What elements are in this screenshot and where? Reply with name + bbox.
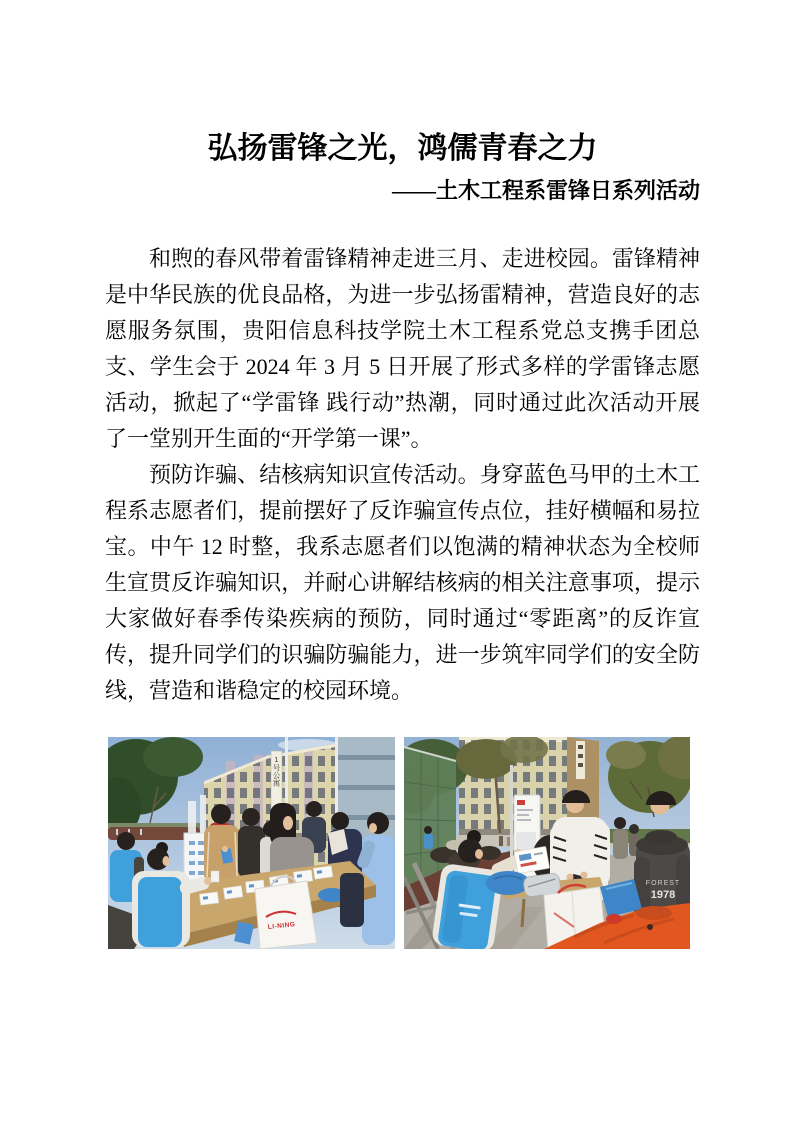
body-paragraph-1: 和煦的春风带着雷锋精神走进三月、走进校园。雷锋精神是中华民族的优良品格，为进一步弘扬雷精神，营造良好的志愿服务氛围，贵阳信息科技学院土木工程系党总支携手团总支、学生会于 2024 年 3 月 5 日开展了形式多样的学雷锋志愿活动，掀起了“学雷锋 践行动”热潮，同时通过此次活动开展了一堂别开生面的“开学第一课”。 xyxy=(105,246,700,451)
body-text xyxy=(105,241,700,709)
page-subtitle: ——土木工程系雷锋日系列活动 xyxy=(391,178,700,203)
page-title: 弘扬雷锋之光，鸿儒青春之力 xyxy=(207,132,598,165)
left-photo-building-sign xyxy=(271,751,282,809)
body-paragraph-2: 预防诈骗、结核病知识宣传活动。身穿蓝色马甲的土木工程系志愿者们，提前摆好了反诈骗宣传点位，挂好横幅和易拉宝。中午 12 时整，我系志愿者们以饱满的精神状态为全校师生宣贯反诈骗知识，并耐心讲解结核病的相关注意事项，提示大家做好春季传染疾病的预防，同时通过“零距离”的反诈宣传，提升同学们的识骗防骗能力，进一步筑牢同学们的安全防线，营造和谐稳定的校园环境。 xyxy=(105,462,700,703)
building-sign-text: 1号公寓 xyxy=(272,755,281,787)
photo-row xyxy=(105,737,700,949)
photo-left-image xyxy=(108,737,395,949)
photo-right-image xyxy=(404,737,690,949)
hoodie-text-bottom: 1978 xyxy=(650,889,676,901)
bag-logo-text: LI-NING xyxy=(267,921,296,931)
left-photo-lining-bag xyxy=(255,877,317,949)
hoodie-text-top: FOREST xyxy=(645,880,681,887)
